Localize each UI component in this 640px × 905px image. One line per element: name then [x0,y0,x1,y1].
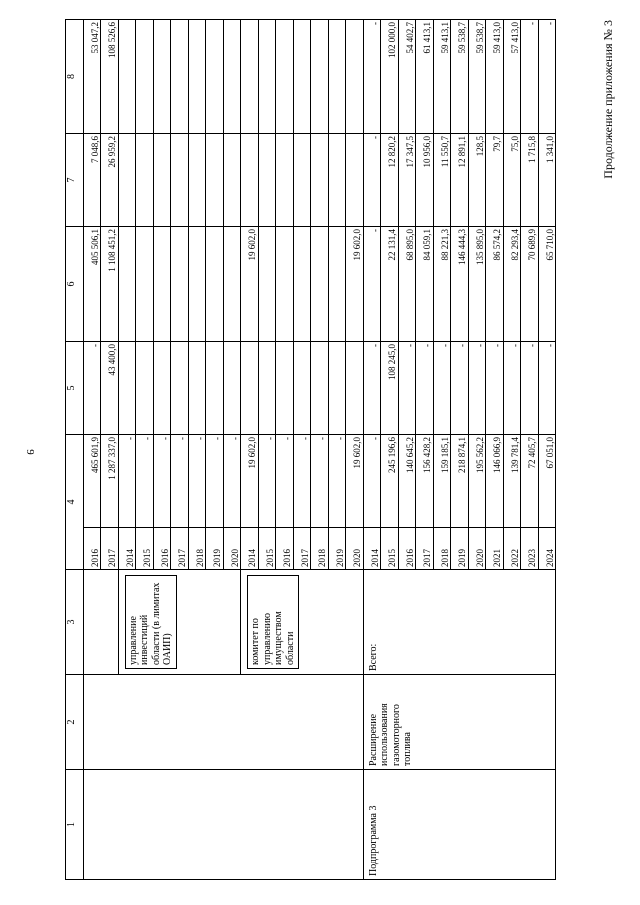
value-cell: 82 293,4 [503,227,521,342]
page-number: 9 [24,449,36,455]
value-cell [241,342,259,435]
value-cell [188,20,206,134]
program-cell [83,770,363,880]
value-cell: 86 574,2 [486,227,504,342]
value-cell: - [311,435,329,528]
value-cell: - [503,342,521,435]
value-cell: 59 413,1 [433,20,451,134]
column-number: 4 [66,435,84,570]
value-cell: 19 602,0 [241,227,259,342]
year-cell: 2020 [468,528,486,570]
value-cell: 135 895,0 [468,227,486,342]
value-cell: 70 689,9 [521,227,539,342]
value-cell [293,227,311,342]
value-cell: - [486,342,504,435]
value-cell: - [328,435,346,528]
value-cell [328,134,346,227]
value-cell: - [363,134,381,227]
value-cell: 65 710,0 [538,227,556,342]
year-cell: 2017 [101,528,119,570]
value-cell [153,20,171,134]
year-cell: 2014 [241,528,259,570]
year-cell: 2015 [136,528,154,570]
value-cell [258,227,276,342]
value-cell: - [276,435,294,528]
value-cell: - [451,342,469,435]
value-cell: - [363,435,381,528]
executor-cell [118,570,241,675]
value-cell [258,20,276,134]
value-cell [293,20,311,134]
value-cell [258,134,276,227]
value-cell: - [521,20,539,134]
year-cell: 2017 [293,528,311,570]
value-cell: 11 550,7 [433,134,451,227]
value-cell: - [363,20,381,134]
column-number: 1 [66,770,84,880]
value-cell: 218 874,1 [451,435,469,528]
value-cell: 59 538,7 [451,20,469,134]
value-cell [188,227,206,342]
value-cell: 26 959,2 [101,134,119,227]
value-cell [223,227,241,342]
value-cell [346,342,364,435]
value-cell: 1 108 451,2 [101,227,119,342]
value-cell: 159 185,1 [433,435,451,528]
value-cell: 53 047,2 [83,20,101,134]
value-cell [223,134,241,227]
executor-cell: Всего: [363,570,556,675]
year-cell: 2018 [433,528,451,570]
value-cell: 465 601,9 [83,435,101,528]
value-cell: - [258,435,276,528]
value-cell: - [363,342,381,435]
value-cell: 19 602,0 [346,227,364,342]
year-cell: 2020 [346,528,364,570]
value-cell: - [206,435,224,528]
value-cell [258,342,276,435]
value-cell: 79,7 [486,134,504,227]
name-cell: Расширение использования газомоторного топлива [363,675,556,770]
value-cell: - [118,435,136,528]
column-number: 3 [66,570,84,675]
executor-name: управление инвестиций области (в лимитах ОАИП) [125,575,177,669]
year-cell: 2023 [521,528,539,570]
value-cell [118,227,136,342]
year-cell: 2018 [311,528,329,570]
column-number: 2 [66,675,84,770]
value-cell: 84 059,1 [416,227,434,342]
budget-table [65,19,556,880]
value-cell [171,342,189,435]
value-cell: 17 347,5 [398,134,416,227]
year-cell: 2016 [83,528,101,570]
year-cell: 2016 [153,528,171,570]
value-cell: - [538,20,556,134]
value-cell: 19 602,0 [346,435,364,528]
column-number: 5 [66,342,84,435]
value-cell [188,342,206,435]
value-cell: 146 444,3 [451,227,469,342]
executor-name: комитет по управлению имуществом области [247,575,299,669]
value-cell: 1 341,0 [538,134,556,227]
value-cell: 72 405,7 [521,435,539,528]
year-cell: 2018 [188,528,206,570]
column-number: 6 [66,227,84,342]
year-cell: 2015 [381,528,399,570]
value-cell [223,20,241,134]
value-cell: - [83,342,101,435]
value-cell: 19 602,0 [241,435,259,528]
value-cell [153,227,171,342]
value-cell [276,342,294,435]
value-cell: 156 428,2 [416,435,434,528]
value-cell: 7 048,6 [83,134,101,227]
value-cell: 146 066,9 [486,435,504,528]
value-cell: 108 245,0 [381,342,399,435]
value-cell: 245 196,6 [381,435,399,528]
column-number: 7 [66,134,84,227]
value-cell: 54 402,7 [398,20,416,134]
value-cell: - [136,435,154,528]
value-cell [136,227,154,342]
year-cell: 2020 [223,528,241,570]
value-cell [346,20,364,134]
year-cell: 2019 [206,528,224,570]
value-cell: - [468,342,486,435]
year-cell: 2019 [328,528,346,570]
value-cell: - [171,435,189,528]
year-cell: 2015 [258,528,276,570]
value-cell [206,227,224,342]
value-cell: - [223,435,241,528]
value-cell: 43 400,0 [101,342,119,435]
year-cell: 2017 [416,528,434,570]
year-cell: 2014 [363,528,381,570]
value-cell [293,134,311,227]
value-cell: 59 413,0 [486,20,504,134]
value-cell: - [538,342,556,435]
column-number-row [66,20,84,880]
value-cell: - [293,435,311,528]
value-cell [311,134,329,227]
value-cell: - [416,342,434,435]
value-cell: 67 051,0 [538,435,556,528]
value-cell [276,227,294,342]
value-cell: 61 413,1 [416,20,434,134]
value-cell [311,342,329,435]
value-cell: 12 891,1 [451,134,469,227]
year-cell: 2014 [118,528,136,570]
value-cell: 57 413,0 [503,20,521,134]
value-cell [241,20,259,134]
value-cell: 195 562,2 [468,435,486,528]
value-cell: - [188,435,206,528]
value-cell [276,134,294,227]
value-cell: 22 131,4 [381,227,399,342]
value-cell: 88 221,3 [433,227,451,342]
value-cell: 12 820,2 [381,134,399,227]
value-cell [223,342,241,435]
value-cell [276,20,294,134]
year-cell: 2016 [398,528,416,570]
value-cell: 1 715,8 [521,134,539,227]
program-cell: Подпрограмма 3 [363,770,556,880]
year-cell: 2021 [486,528,504,570]
value-cell [136,20,154,134]
value-cell [311,20,329,134]
value-cell: 1 287 337,0 [101,435,119,528]
value-cell [136,134,154,227]
value-cell [171,134,189,227]
value-cell [118,342,136,435]
value-cell: - [398,342,416,435]
name-cell [83,675,363,770]
value-cell: 59 538,7 [468,20,486,134]
column-number: 8 [66,20,84,134]
value-cell: - [363,227,381,342]
table-row [363,20,381,880]
year-cell: 2016 [276,528,294,570]
year-cell: 2022 [503,528,521,570]
value-cell: 405 506,1 [83,227,101,342]
value-cell [293,342,311,435]
value-cell [188,134,206,227]
value-cell: - [153,435,171,528]
value-cell [311,227,329,342]
rotated-page-content [65,20,615,880]
year-cell: 2019 [451,528,469,570]
value-cell: 140 645,2 [398,435,416,528]
value-cell [206,342,224,435]
value-cell [171,227,189,342]
appendix-continuation-note: Продолжение приложения № 3 [601,20,615,179]
value-cell: 68 895,0 [398,227,416,342]
value-cell [206,134,224,227]
value-cell: 108 526,6 [101,20,119,134]
value-cell: 75,0 [503,134,521,227]
value-cell [118,134,136,227]
value-cell [328,227,346,342]
value-cell [328,342,346,435]
value-cell: 128,5 [468,134,486,227]
value-cell [153,134,171,227]
value-cell [206,20,224,134]
value-cell [153,342,171,435]
value-cell: 139 781,4 [503,435,521,528]
value-cell [328,20,346,134]
executor-cell [83,570,118,675]
year-cell: 2024 [538,528,556,570]
value-cell [241,134,259,227]
year-cell: 2017 [171,528,189,570]
executor-cell [241,570,364,675]
value-cell [171,20,189,134]
value-cell [346,134,364,227]
value-cell [136,342,154,435]
value-cell: - [521,342,539,435]
value-cell: - [433,342,451,435]
table-row [83,20,101,880]
value-cell: 102 000,0 [381,20,399,134]
value-cell: 10 956,0 [416,134,434,227]
value-cell [118,20,136,134]
